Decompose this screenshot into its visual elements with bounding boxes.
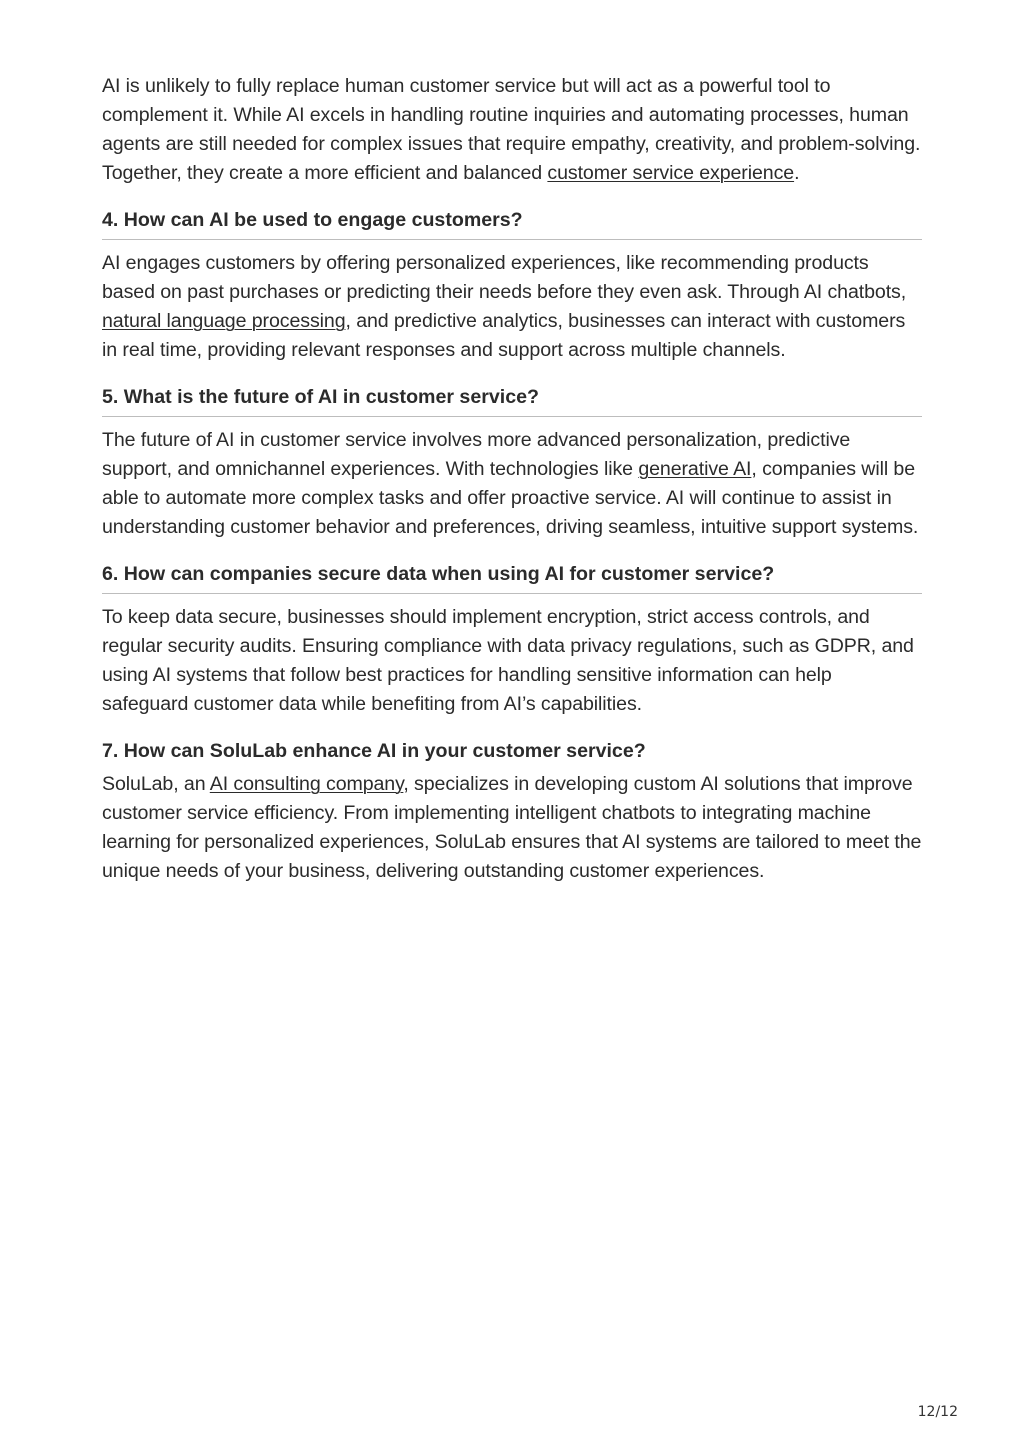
faq-question-6: 6. How can companies secure data when using AI for customer service? [102,563,775,585]
article-content [102,72,922,886]
spacer [102,719,922,739]
answer-7-text-end: , specializes in developing custom AI solutions that improve customer service efficiency. From implementing intelligent chatbots to integrating machine learning for personalized experiences, SoluLab ensures that AI systems are tailored to meet the unique needs of your business, delivering outstanding customer experiences. [102,773,922,882]
spacer [102,365,922,385]
answer-5-text-end: , companies will be able to automate more complex tasks and offer proactive service. AI will continue to assist in understanding customer behavior and preferences, driving seamless, intuitive support systems. [102,458,919,538]
customer-service-experience-link[interactable]: customer service experience [547,162,795,184]
spacer [102,542,922,562]
natural-language-processing-link[interactable]: natural language processing [102,310,346,332]
faq-question-5: 5. What is the future of AI in customer service? [102,386,539,408]
answer-5-paragraph [102,426,922,542]
faq-question-7: 7. How can SoluLab enhance AI in your customer service? [102,740,646,762]
answer-5-text: The future of AI in customer service involves more advanced personalization, predictive support, and omnichannel experiences. With technologies like [102,429,851,480]
page-number: 12/12 [917,1404,958,1420]
divider [102,593,922,594]
answer-3-text: AI is unlikely to fully replace human customer service but will act as a powerful tool to complement it. While AI excels in handling routine inquiries and automating processes, human agents are still needed for complex issues that require empathy, creativity, and problem-solving. Together, they create a more efficient and balanced [102,75,921,184]
divider [102,416,922,417]
spacer [102,188,922,208]
answer-6-paragraph: To keep data secure, businesses should implement encryption, strict access controls, and regular security audits. Ensuring compliance with data privacy regulations, such as GDPR, and using AI systems that follow best practices for handling sensitive information can help safeguard customer data while benefiting from AI’s capabilities. [102,606,914,715]
divider [102,239,922,240]
answer-4-text: AI engages customers by offering personalized experiences, like recommending products based on past purchases or predicting their needs before they even ask. Through AI chatbots, [102,252,907,303]
ai-consulting-company-link[interactable]: AI consulting company [209,773,404,795]
answer-7-paragraph [102,770,922,886]
answer-7-text: SoluLab, an [102,773,210,795]
answer-3-paragraph [102,72,922,188]
faq-question-4: 4. How can AI be used to engage customers? [102,209,523,231]
answer-3-text-end: . [794,162,800,184]
answer-4-text-end: , and predictive analytics, businesses can interact with customers in real time, providing relevant responses and support across multiple channels. [102,310,906,361]
answer-4-paragraph [102,249,922,365]
generative-ai-link[interactable]: generative AI [638,458,752,480]
